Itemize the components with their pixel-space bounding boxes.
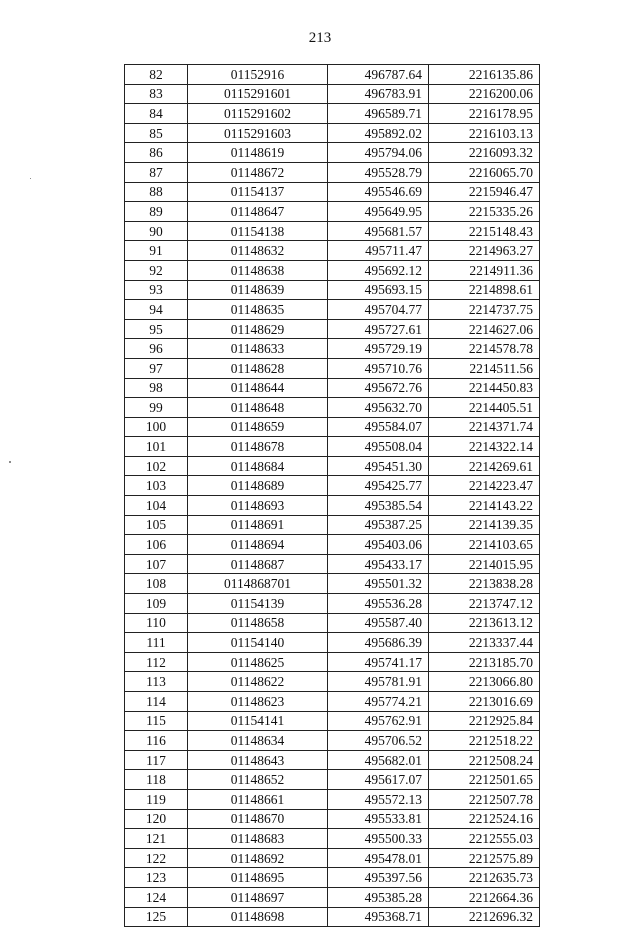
point-id-cell: 01148643 [188,750,328,770]
point-id-cell: 01148684 [188,456,328,476]
x-coordinate-cell: 495774.21 [328,692,429,712]
x-coordinate-cell: 495781.91 [328,672,429,692]
y-coordinate-cell: 2213747.12 [429,594,540,614]
x-coordinate-cell: 495704.77 [328,300,429,320]
point-id-cell: 01148687 [188,554,328,574]
row-number-cell: 118 [125,770,188,790]
y-coordinate-cell: 2216065.70 [429,162,540,182]
point-id-cell: 01148691 [188,515,328,535]
y-coordinate-cell: 2215148.43 [429,221,540,241]
table-row [125,378,540,398]
point-id-cell: 0115291603 [188,123,328,143]
x-coordinate-cell: 495794.06 [328,143,429,163]
table-row [125,476,540,496]
x-coordinate-cell: 495617.07 [328,770,429,790]
point-id-cell: 01148632 [188,241,328,261]
y-coordinate-cell: 2214223.47 [429,476,540,496]
table-row [125,241,540,261]
x-coordinate-cell: 496589.71 [328,104,429,124]
point-id-cell: 01148635 [188,300,328,320]
x-coordinate-cell: 495584.07 [328,417,429,437]
point-id-cell: 01154138 [188,221,328,241]
y-coordinate-cell: 2214143.22 [429,496,540,516]
point-id-cell: 01148661 [188,789,328,809]
y-coordinate-cell: 2212635.73 [429,868,540,888]
coordinates-table-body [125,65,540,927]
point-id-cell: 01148683 [188,829,328,849]
table-row [125,692,540,712]
table-row [125,84,540,104]
row-number-cell: 115 [125,711,188,731]
row-number-cell: 103 [125,476,188,496]
row-number-cell: 121 [125,829,188,849]
row-number-cell: 111 [125,633,188,653]
table-row [125,339,540,359]
point-id-cell: 01148647 [188,202,328,222]
y-coordinate-cell: 2212925.84 [429,711,540,731]
table-row [125,672,540,692]
x-coordinate-cell: 495385.28 [328,887,429,907]
row-number-cell: 125 [125,907,188,927]
row-number-cell: 83 [125,84,188,104]
table-row [125,789,540,809]
row-number-cell: 99 [125,398,188,418]
y-coordinate-cell: 2214898.61 [429,280,540,300]
table-row [125,437,540,457]
x-coordinate-cell: 495672.76 [328,378,429,398]
point-id-cell: 01154140 [188,633,328,653]
y-coordinate-cell: 2213337.44 [429,633,540,653]
row-number-cell: 87 [125,162,188,182]
y-coordinate-cell: 2216135.86 [429,65,540,85]
row-number-cell: 112 [125,652,188,672]
point-id-cell: 01148644 [188,378,328,398]
x-coordinate-cell: 495892.02 [328,123,429,143]
table-row [125,770,540,790]
row-number-cell: 86 [125,143,188,163]
row-number-cell: 122 [125,848,188,868]
table-row [125,123,540,143]
point-id-cell: 01154137 [188,182,328,202]
point-id-cell: 01148693 [188,496,328,516]
table-row [125,417,540,437]
y-coordinate-cell: 2214371.74 [429,417,540,437]
x-coordinate-cell: 495536.28 [328,594,429,614]
table-row [125,868,540,888]
point-id-cell: 01148652 [188,770,328,790]
table-row [125,104,540,124]
row-number-cell: 113 [125,672,188,692]
point-id-cell: 01148689 [188,476,328,496]
x-coordinate-cell: 495649.95 [328,202,429,222]
x-coordinate-cell: 495741.17 [328,652,429,672]
page-number: 213 [308,30,332,46]
point-id-cell: 01148625 [188,652,328,672]
table-row [125,162,540,182]
x-coordinate-cell: 496783.91 [328,84,429,104]
x-coordinate-cell: 495572.13 [328,789,429,809]
y-coordinate-cell: 2214578.78 [429,339,540,359]
row-number-cell: 102 [125,456,188,476]
point-id-cell: 01148633 [188,339,328,359]
point-id-cell: 01148634 [188,731,328,751]
y-coordinate-cell: 2216093.32 [429,143,540,163]
table-row [125,731,540,751]
row-number-cell: 109 [125,594,188,614]
x-coordinate-cell: 495425.77 [328,476,429,496]
table-row [125,633,540,653]
y-coordinate-cell: 2213066.80 [429,672,540,692]
table-row [125,280,540,300]
point-id-cell: 01148695 [188,868,328,888]
y-coordinate-cell: 2214963.27 [429,241,540,261]
table-row [125,535,540,555]
x-coordinate-cell: 495533.81 [328,809,429,829]
x-coordinate-cell: 495706.52 [328,731,429,751]
y-coordinate-cell: 2212696.32 [429,907,540,927]
y-coordinate-cell: 2213185.70 [429,652,540,672]
table-row [125,319,540,339]
x-coordinate-cell: 495693.15 [328,280,429,300]
row-number-cell: 84 [125,104,188,124]
table-row [125,202,540,222]
y-coordinate-cell: 2216200.06 [429,84,540,104]
row-number-cell: 119 [125,789,188,809]
point-id-cell: 01148628 [188,358,328,378]
table-row [125,848,540,868]
x-coordinate-cell: 495587.40 [328,613,429,633]
x-coordinate-cell: 495711.47 [328,241,429,261]
y-coordinate-cell: 2214103.65 [429,535,540,555]
row-number-cell: 117 [125,750,188,770]
coordinates-table [124,64,540,927]
row-number-cell: 124 [125,887,188,907]
y-coordinate-cell: 2213838.28 [429,574,540,594]
point-id-cell: 0115291602 [188,104,328,124]
point-id-cell: 01148629 [188,319,328,339]
point-id-cell: 01148623 [188,692,328,712]
point-id-cell: 01148619 [188,143,328,163]
x-coordinate-cell: 495632.70 [328,398,429,418]
y-coordinate-cell: 2215946.47 [429,182,540,202]
point-id-cell: 01152916 [188,65,328,85]
row-number-cell: 106 [125,535,188,555]
table-row [125,300,540,320]
x-coordinate-cell: 495433.17 [328,554,429,574]
row-number-cell: 93 [125,280,188,300]
x-coordinate-cell: 495508.04 [328,437,429,457]
table-row [125,711,540,731]
y-coordinate-cell: 2214015.95 [429,554,540,574]
table-row [125,358,540,378]
y-coordinate-cell: 2212524.16 [429,809,540,829]
table-row [125,398,540,418]
y-coordinate-cell: 2215335.26 [429,202,540,222]
table-row [125,809,540,829]
y-coordinate-cell: 2212508.24 [429,750,540,770]
y-coordinate-cell: 2212575.89 [429,848,540,868]
point-id-cell: 0115291601 [188,84,328,104]
point-id-cell: 01148622 [188,672,328,692]
y-coordinate-cell: 2214405.51 [429,398,540,418]
table-row [125,574,540,594]
point-id-cell: 0114868701 [188,574,328,594]
y-coordinate-cell: 2212501.65 [429,770,540,790]
row-number-cell: 96 [125,339,188,359]
x-coordinate-cell: 495686.39 [328,633,429,653]
row-number-cell: 91 [125,241,188,261]
point-id-cell: 01154139 [188,594,328,614]
y-coordinate-cell: 2212507.78 [429,789,540,809]
x-coordinate-cell: 495682.01 [328,750,429,770]
table-row [125,594,540,614]
row-number-cell: 90 [125,221,188,241]
row-number-cell: 123 [125,868,188,888]
point-id-cell: 01148659 [188,417,328,437]
scan-speck [9,461,11,463]
row-number-cell: 89 [125,202,188,222]
table-row [125,554,540,574]
point-id-cell: 01148698 [188,907,328,927]
row-number-cell: 110 [125,613,188,633]
point-id-cell: 01154141 [188,711,328,731]
table-row [125,260,540,280]
row-number-cell: 108 [125,574,188,594]
row-number-cell: 120 [125,809,188,829]
y-coordinate-cell: 2214322.14 [429,437,540,457]
y-coordinate-cell: 2212555.03 [429,829,540,849]
table-row [125,652,540,672]
row-number-cell: 105 [125,515,188,535]
row-number-cell: 97 [125,358,188,378]
x-coordinate-cell: 495451.30 [328,456,429,476]
row-number-cell: 82 [125,65,188,85]
row-number-cell: 104 [125,496,188,516]
table-row [125,829,540,849]
x-coordinate-cell: 495762.91 [328,711,429,731]
y-coordinate-cell: 2212518.22 [429,731,540,751]
table-row [125,887,540,907]
point-id-cell: 01148694 [188,535,328,555]
y-coordinate-cell: 2213016.69 [429,692,540,712]
table-row [125,456,540,476]
table-row [125,221,540,241]
row-number-cell: 116 [125,731,188,751]
y-coordinate-cell: 2214139.35 [429,515,540,535]
point-id-cell: 01148658 [188,613,328,633]
row-number-cell: 100 [125,417,188,437]
point-id-cell: 01148638 [188,260,328,280]
x-coordinate-cell: 495710.76 [328,358,429,378]
table-row [125,143,540,163]
point-id-cell: 01148697 [188,887,328,907]
point-id-cell: 01148672 [188,162,328,182]
x-coordinate-cell: 495501.32 [328,574,429,594]
point-id-cell: 01148692 [188,848,328,868]
x-coordinate-cell: 495403.06 [328,535,429,555]
table-row [125,907,540,927]
table-row [125,613,540,633]
x-coordinate-cell: 495385.54 [328,496,429,516]
table-row [125,496,540,516]
y-coordinate-cell: 2214450.83 [429,378,540,398]
row-number-cell: 95 [125,319,188,339]
table-row [125,182,540,202]
y-coordinate-cell: 2214737.75 [429,300,540,320]
scan-speck [30,178,31,179]
x-coordinate-cell: 495528.79 [328,162,429,182]
x-coordinate-cell: 495368.71 [328,907,429,927]
x-coordinate-cell: 495387.25 [328,515,429,535]
table-row [125,750,540,770]
y-coordinate-cell: 2214511.56 [429,358,540,378]
x-coordinate-cell: 495500.33 [328,829,429,849]
point-id-cell: 01148678 [188,437,328,457]
x-coordinate-cell: 495727.61 [328,319,429,339]
y-coordinate-cell: 2213613.12 [429,613,540,633]
y-coordinate-cell: 2214627.06 [429,319,540,339]
x-coordinate-cell: 495478.01 [328,848,429,868]
row-number-cell: 98 [125,378,188,398]
point-id-cell: 01148648 [188,398,328,418]
y-coordinate-cell: 2216178.95 [429,104,540,124]
row-number-cell: 88 [125,182,188,202]
y-coordinate-cell: 2216103.13 [429,123,540,143]
row-number-cell: 92 [125,260,188,280]
y-coordinate-cell: 2214269.61 [429,456,540,476]
y-coordinate-cell: 2214911.36 [429,260,540,280]
y-coordinate-cell: 2212664.36 [429,887,540,907]
row-number-cell: 94 [125,300,188,320]
row-number-cell: 85 [125,123,188,143]
x-coordinate-cell: 495692.12 [328,260,429,280]
row-number-cell: 101 [125,437,188,457]
x-coordinate-cell: 496787.64 [328,65,429,85]
table-row [125,515,540,535]
x-coordinate-cell: 495729.19 [328,339,429,359]
row-number-cell: 107 [125,554,188,574]
x-coordinate-cell: 495546.69 [328,182,429,202]
point-id-cell: 01148639 [188,280,328,300]
table-row [125,65,540,85]
x-coordinate-cell: 495397.56 [328,868,429,888]
row-number-cell: 114 [125,692,188,712]
point-id-cell: 01148670 [188,809,328,829]
x-coordinate-cell: 495681.57 [328,221,429,241]
